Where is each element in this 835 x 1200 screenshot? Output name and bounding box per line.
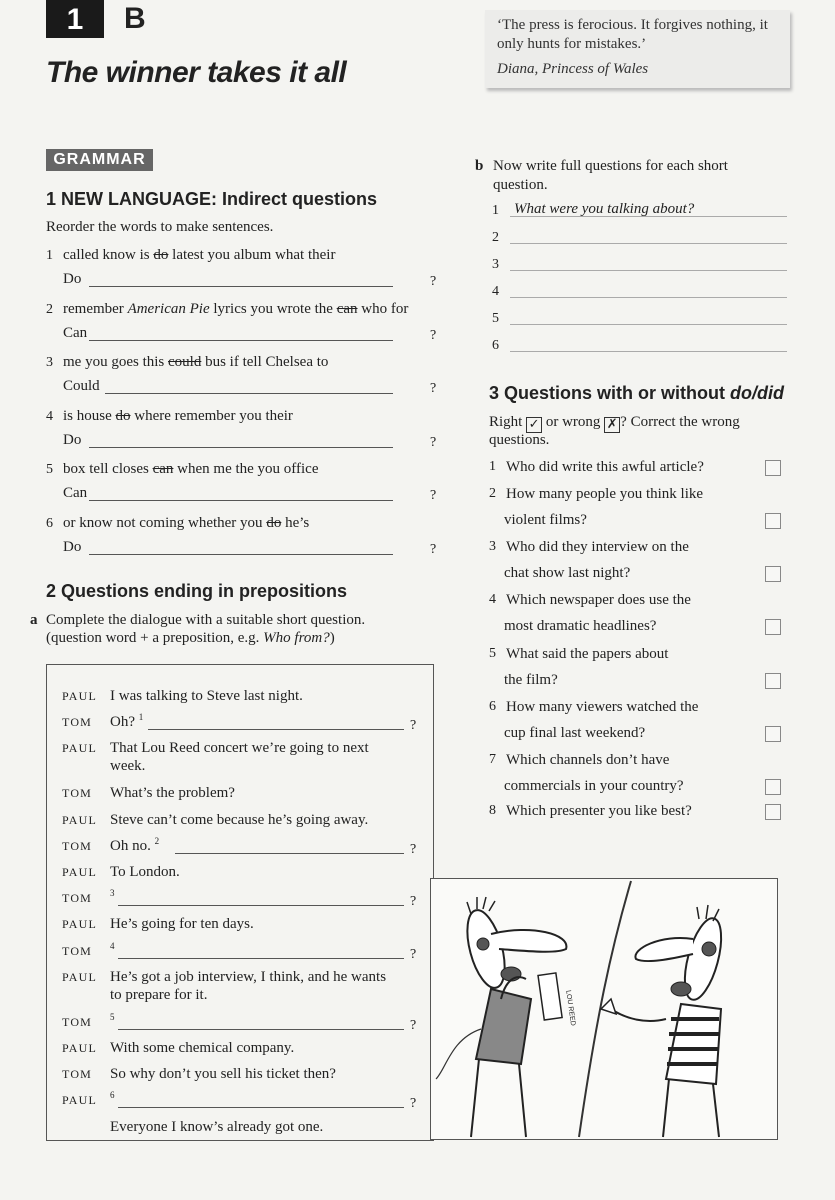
question-mark: ? [410,841,417,857]
dialogue-text: Oh? [110,714,139,731]
dialogue-line [110,1039,415,1057]
dialogue-line [110,784,415,802]
item-number: 4 [46,409,53,424]
answer-number: 4 [492,284,499,299]
struck-word: do [115,408,131,424]
question-mark: ? [430,488,437,503]
dialogue-line [110,811,415,829]
dialogue-text: Everyone I know’s already got one. [110,1118,324,1135]
dialogue-text: What’s the problem? [110,785,235,802]
answer-start: Do [63,539,82,555]
answer-checkbox[interactable] [765,804,781,820]
prompt-word: where remember you their [130,408,293,424]
dialogue-text: So why don’t you sell his ticket then? [110,1066,336,1083]
item-number: 8 [489,803,496,818]
dialogue-text: Steve can’t come because he’s going away. [110,811,369,828]
question-text-cont: cup final last weekend? [504,725,646,741]
answer-number: 2 [492,230,499,245]
cartoon-drawing [431,879,777,1139]
answer-line[interactable] [510,351,787,352]
question-text-cont: commercials in your country? [504,778,684,794]
answer-line[interactable] [89,340,393,341]
exercise-prompt [46,460,446,479]
exercise-prompt [46,407,446,426]
answer-line[interactable] [118,958,404,959]
prompt-word: lyrics you wrote the [209,301,337,317]
gap-number: 3 [110,888,115,899]
dialogue-line [110,739,415,757]
answer-line[interactable] [118,1029,404,1030]
answer-number: 1 [492,203,499,218]
answer-start: Could [63,378,100,394]
unit-letter: B [124,2,146,35]
prompt-word: or know not coming whether you [63,515,267,531]
answer-line[interactable] [105,393,393,394]
dialogue-line [110,863,415,881]
question-mark: ? [410,1096,417,1112]
section2b-instruction-line2: question. [493,177,548,193]
prompt-word: bus if tell Chelsea to [201,354,329,370]
answer-line[interactable] [148,729,404,730]
prompt-word: is house [63,408,116,424]
item-number: 4 [489,592,496,607]
item-number: 2 [46,302,53,317]
section2a-instruction-line2 [46,629,335,647]
gap-number: 1 [138,712,144,723]
prompt-word: American Pie [127,301,210,317]
dialogue-text-cont: to prepare for it. [110,986,208,1003]
answer-checkbox[interactable] [765,619,781,635]
answer-line[interactable] [89,500,393,501]
dialogue-line [110,915,415,933]
gap-number: 4 [110,940,115,951]
answer-line[interactable] [510,243,787,244]
cross-mark-icon: ✗ [604,417,620,433]
item-number: 1 [46,248,53,263]
section2b-label: b [475,158,484,174]
answer-line[interactable] [118,1107,404,1108]
question-text: What said the papers about [506,646,669,662]
grammar-tag: GRAMMAR [46,149,153,171]
instruction-example: Who from? [263,630,330,646]
struck-word: could [168,354,202,370]
item-number: 3 [46,355,53,370]
prompt-word: when me the you office [173,461,319,477]
question-text-cont: the film? [504,672,558,688]
struck-word: do [153,247,169,263]
answer-line[interactable] [175,853,404,854]
question-mark: ? [410,1017,417,1033]
speaker-label: TOM [62,1067,93,1082]
answer-checkbox[interactable] [765,673,781,689]
dialogue-line [110,1065,415,1083]
speaker-label: TOM [62,715,93,730]
section2b-instruction: Now write full questions for each short [493,158,728,174]
question-mark: ? [430,381,437,396]
question-text-cont: violent films? [504,512,587,528]
item-number: 1 [489,459,496,474]
dialogue-text: He’s got a job interview, I think, and he wants [110,968,387,985]
prompt-word: latest you album what their [168,247,336,263]
prompt-word: remember [63,301,128,317]
dialogue-text-cont: week. [110,758,146,775]
exercise-prompt [46,353,446,372]
question-mark: ? [430,435,437,450]
dialogue-text: I was talking to Steve last night. [110,688,303,704]
answer-line[interactable] [510,270,787,271]
speaker-label: PAUL [62,917,98,932]
speaker-label: PAUL [62,741,98,756]
question-text: Who did write this awful article? [506,459,704,475]
item-number: 6 [46,516,53,531]
speaker-label: PAUL [62,969,98,984]
gap-number: 6 [110,1090,115,1101]
question-text-cont: most dramatic headlines? [504,618,657,634]
gap-number: 2 [154,835,160,846]
speaker-label: PAUL [62,1093,98,1108]
question-text: How many people you think like [506,486,704,502]
dialogue-line [110,1118,415,1136]
dialogue-line [110,968,415,986]
prompt-word: called know is [63,247,154,263]
section1-heading: 1 NEW LANGUAGE: Indirect questions [46,189,378,209]
page-title: The winner takes it all [46,56,347,89]
answer-number: 3 [492,257,499,272]
answer-line[interactable] [89,447,393,448]
answer-checkbox[interactable] [765,513,781,529]
prompt-word: who for [357,301,409,317]
speaker-label: PAUL [62,689,98,703]
answer-number: 5 [492,311,499,326]
exercise-prompt [46,246,446,265]
quote-box [485,10,790,88]
speaker-label: TOM [62,1014,93,1029]
prompt-word: he’s [281,515,310,531]
section2a-instruction: Complete the dialogue with a suitable short question. [46,612,366,628]
section3-instruction-line2: questions. [489,432,550,448]
answer-checkbox[interactable] [765,460,781,476]
gap-number: 5 [110,1011,115,1022]
answer-start: Can [63,485,88,501]
struck-word: can [152,461,174,477]
prompt-word: box tell closes [63,461,153,477]
answer-number: 6 [492,338,499,353]
quote-author: Diana, Princess of Wales [497,61,649,77]
speaker-label: TOM [62,786,93,801]
item-number: 5 [489,646,496,661]
prompt-word: me you goes this [63,354,168,370]
dialogue-text: That Lou Reed concert we’re going to next [110,740,369,757]
question-text: Which presenter you like best? [506,803,692,819]
question-mark: ? [430,274,437,289]
speaker-label: TOM [62,891,93,906]
answer-line[interactable] [89,554,393,555]
question-mark: ? [430,328,437,343]
section3-heading-italic: do/did [730,383,784,403]
dialogue-text: With some chemical company. [110,1040,295,1056]
answer-line[interactable] [510,297,787,298]
instruction-text: (question word + a preposition, e.g. [46,630,264,646]
question-text: Who did they interview on the [506,539,689,555]
section3-instruction [489,413,740,433]
section2-heading: 2 Questions ending in prepositions [46,581,348,601]
instr-right: Right [489,414,523,430]
answer-start: Can [63,325,88,341]
example-answer: What were you talking about? [514,201,695,217]
section3-heading-text: 3 Questions with or without [489,383,730,403]
unit-number-box: 1 [46,0,104,38]
answer-line[interactable] [510,324,787,325]
answer-checkbox[interactable] [765,779,781,795]
question-text: Which newspaper does use the [506,592,691,608]
dialogue-line [110,687,415,705]
question-mark: ? [410,946,417,962]
quote-text: ‘The press is ferocious. It forgives nothing, it only hunts for mistakes.’ [497,17,768,52]
answer-line[interactable] [89,286,393,287]
poster-text: LOU REED [564,989,577,1027]
answer-checkbox[interactable] [765,726,781,742]
section3-heading [489,383,784,404]
answer-line[interactable] [118,905,404,906]
answer-start: Do [63,432,82,448]
speaker-label: PAUL [62,812,98,827]
instr-or-wrong: or wrong [545,414,601,430]
question-text-cont: chat show last night? [504,565,631,581]
dialogue-text: He’s going for ten days. [110,916,254,933]
item-number: 5 [46,462,53,477]
section1-instruction: Reorder the words to make sentences. [46,219,274,235]
instr-rest: ? Correct the wrong [620,414,740,430]
section2a-label: a [30,612,38,628]
exercise-prompt [46,514,446,533]
dialogue-text: To London. [110,864,180,880]
struck-word: do [266,515,282,531]
exercise-prompt [46,300,446,319]
answer-checkbox[interactable] [765,566,781,582]
question-mark: ? [410,718,417,734]
cartoon-illustration [430,878,778,1140]
answer-start: Do [63,271,82,287]
item-number: 6 [489,699,496,714]
struck-word: can [336,301,358,317]
item-number: 2 [489,486,496,501]
speaker-label: PAUL [62,865,98,879]
question-mark: ? [410,894,417,910]
dialogue-text: Oh no. [110,837,155,854]
check-mark-icon: ✓ [526,417,542,433]
speaker-label: PAUL [62,1041,98,1055]
speaker-label: TOM [62,943,93,958]
question-text: Which channels don’t have [506,752,670,768]
item-number: 3 [489,539,496,554]
speaker-label: TOM [62,838,93,853]
instruction-close: ) [329,630,335,646]
question-text: How many viewers watched the [506,699,699,715]
item-number: 7 [489,752,496,767]
question-mark: ? [430,542,437,557]
